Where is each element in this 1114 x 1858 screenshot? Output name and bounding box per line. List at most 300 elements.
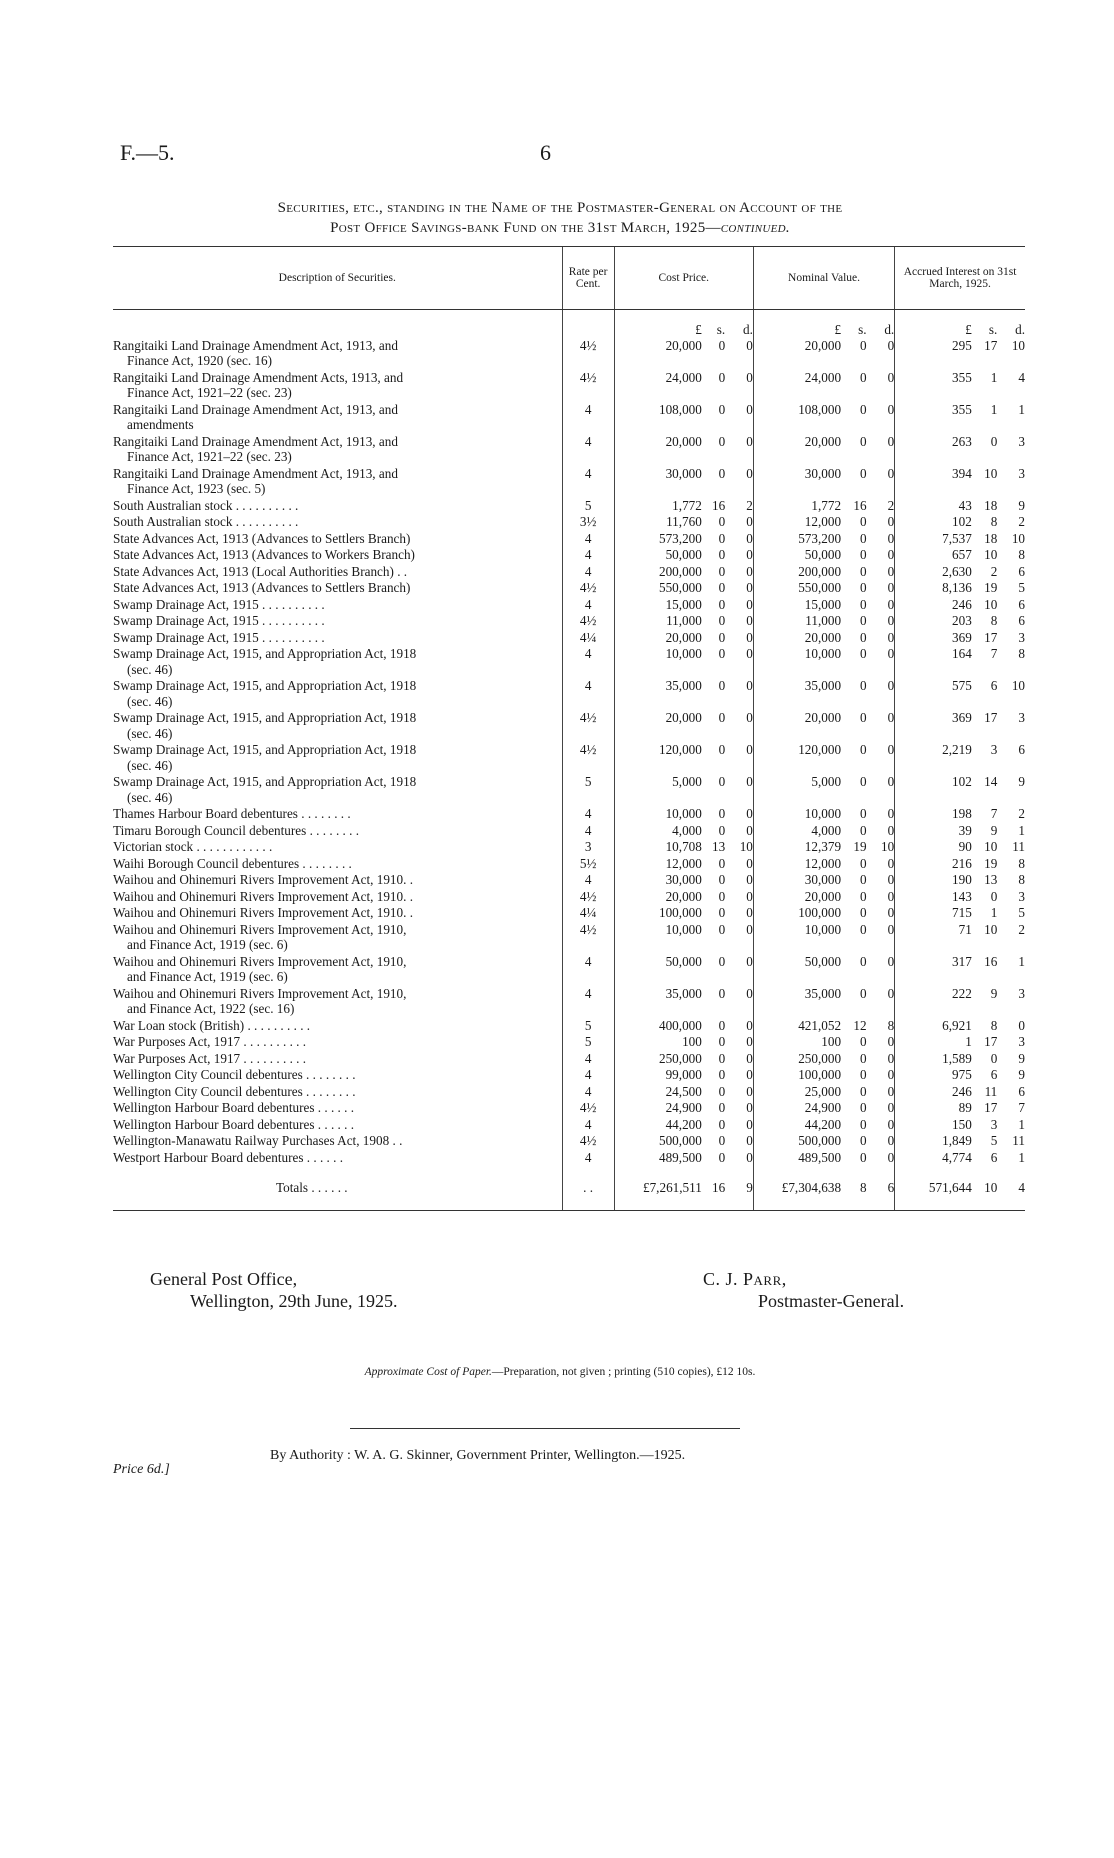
nominal-cell: 1,772 [753,498,841,515]
description-line: Westport Harbour Board debentures . . . . . . [113,1149,344,1165]
cost-cell: 0 [718,580,726,595]
table-row [113,1117,1025,1134]
cost-cell: 2 [746,497,753,513]
table-row [113,402,1025,434]
nominal-cell: 0 [859,465,867,481]
interest-cell: 355 [895,370,972,402]
nominal-cell: 0 [887,1133,895,1148]
col-rate-header: Rate per Cent. [562,247,614,310]
nominal-cell: 0 [887,985,895,1001]
security-description [113,547,562,564]
cost-cell: 1,772 [614,498,702,515]
security-description [113,839,562,856]
security-description [113,1100,562,1117]
signature-office-block [150,1268,398,1312]
cost-cell: 44,200 [614,1117,702,1134]
nominal-cell: 44,200 [753,1117,841,1134]
nominal-cell: 50,000 [753,954,841,986]
interest-cell: 19 [984,855,998,871]
nominal-cell: 0 [859,806,867,821]
cost-of-paper-text: —Preparation, not given ; printing (510 copies), £12 10s. [491,1366,756,1378]
table-row [113,678,1025,710]
interest-cell: 18 [984,497,998,513]
description-line: South Australian stock . . . . . . . . . . [113,514,299,529]
security-description [113,1067,562,1084]
nominal-cell: 0 [887,1067,895,1082]
cost-cell: 0 [746,678,753,693]
cost-cell: 550,000 [614,580,702,597]
cost-cell: 0 [718,905,726,920]
series-code: F.—5. [120,140,175,165]
nominal-cell: 0 [887,401,895,417]
interest-cell: 1 [990,905,998,920]
interest-cell: 0 [990,433,998,449]
signatory-name: C. J. Parr, [703,1269,787,1289]
rate-cell: 4 [562,954,614,986]
cost-cell: 0 [718,369,726,385]
cost-cell: 0 [746,613,753,628]
interest-cell: 2 [1018,806,1025,821]
nominal-cell: 0 [887,433,895,449]
nominal-cell: 0 [887,1116,895,1132]
security-description [113,823,562,840]
nominal-cell: 35,000 [753,986,841,1018]
table-row [113,839,1025,856]
interest-cell: 3 [1018,629,1025,645]
table-row [113,338,1025,370]
cost-cell: 10,000 [614,806,702,823]
table-row [113,514,1025,531]
nominal-cell: 35,000 [753,678,841,710]
security-description [113,806,562,823]
rate-cell: 4½ [562,613,614,630]
interest-cell: 1 [1018,1116,1025,1132]
nominal-cell: 12,000 [753,514,841,531]
cost-of-paper-note [110,1366,1010,1378]
table-row [113,872,1025,889]
interest-s-unit: s. [988,322,998,337]
interest-cell: 9 [990,985,998,1001]
description-line: Timaru Borough Council debentures . . . . . . . . [113,822,360,838]
description-line: Wellington City Council debentures . . . . . . . . [113,1083,356,1099]
cost-cell: 50,000 [614,547,702,564]
interest-cell: 2 [1018,921,1025,937]
interest-cell: 17 [984,710,998,725]
cost-cell: 0 [746,514,753,529]
table-row [113,922,1025,954]
nominal-cell: 550,000 [753,580,841,597]
totals-interest-shillings: 10 [972,1166,998,1210]
interest-cell: 7 [990,806,998,821]
page-number: 6 [540,140,551,165]
rate-cell: 4 [562,434,614,466]
nominal-cell: 0 [859,629,867,645]
description-line: Finance Act, 1921–22 (sec. 23) [127,449,292,464]
cost-cell: 11,000 [614,613,702,630]
interest-cell: 89 [895,1100,972,1117]
nominal-cell: 20,000 [753,889,841,906]
cost-cell: 0 [746,1017,753,1033]
cost-cell: 0 [746,822,753,838]
cost-cell: 0 [746,1067,753,1082]
interest-cell: 5 [1018,905,1025,920]
rate-cell: 4½ [562,742,614,774]
table-row [113,580,1025,597]
rate-cell: 5½ [562,856,614,873]
nominal-cell: 0 [859,953,867,969]
rate-cell: 4¼ [562,630,614,647]
interest-cell: 575 [895,678,972,710]
nominal-cell: 0 [887,710,895,725]
printer-authority: By Authority : W. A. G. Skinner, Government Printer, Wellington.—1925. [270,1448,686,1463]
interest-cell: 0 [990,1050,998,1066]
table-row [113,547,1025,564]
interest-cell: 11 [1012,1133,1025,1148]
nominal-cell: 0 [859,337,867,353]
interest-cell: 7,537 [895,531,972,548]
interest-cell: 6 [1018,1083,1025,1099]
nominal-cell: 50,000 [753,547,841,564]
nominal-cell: 0 [887,678,895,693]
interest-cell: 2,219 [895,742,972,774]
table-row [113,1067,1025,1084]
description-line: amendments [127,417,194,432]
nominal-cell: 0 [887,905,895,920]
table-row [113,466,1025,498]
nominal-cell: 0 [887,646,895,661]
security-description [113,986,562,1018]
interest-cell: 222 [895,986,972,1018]
security-description [113,338,562,370]
cost-cell: 20,000 [614,434,702,466]
nominal-pound-unit: £ [753,310,841,338]
nominal-cell: 0 [887,1050,895,1066]
nominal-cell: 0 [859,646,867,661]
description-line: and Finance Act, 1922 (sec. 16) [127,1001,295,1016]
interest-cell: 3 [1018,433,1025,449]
interest-cell: 6 [1018,742,1025,757]
cost-cell: 400,000 [614,1018,702,1035]
rate-cell: 4 [562,402,614,434]
nominal-cell: 100 [753,1034,841,1051]
nominal-cell: 20,000 [753,338,841,370]
rate-cell: 4 [562,466,614,498]
securities-table [113,246,1025,1211]
title-line-2 [110,218,1010,238]
nominal-cell: 0 [859,514,867,529]
interest-cell: 8 [990,514,998,529]
cost-cell: 10 [739,839,753,854]
nominal-cell: 10 [881,839,895,854]
rate-cell: 5 [562,1034,614,1051]
nominal-cell: 0 [859,1083,867,1099]
table-row [113,1018,1025,1035]
cost-cell: 0 [746,465,753,481]
table-row [113,434,1025,466]
security-description [113,498,562,515]
cost-cell: 0 [746,710,753,725]
cost-cell: 120,000 [614,742,702,774]
cost-cell: 0 [718,1067,726,1082]
security-description [113,466,562,498]
cost-cell: 0 [746,806,753,821]
security-description [113,872,562,889]
nominal-cell: 100,000 [753,1067,841,1084]
title-continued: continued. [720,220,790,236]
cost-cell: 0 [718,514,726,529]
nominal-cell: 0 [859,985,867,1001]
cost-cell: 0 [718,953,726,969]
nominal-cell: 489,500 [753,1150,841,1167]
interest-cell: 8 [990,1017,998,1033]
security-description [113,580,562,597]
totals-interest-pounds: 571,644 [895,1166,972,1210]
description-line: Swamp Drainage Act, 1915, and Appropriation Act, 1918 [113,742,417,757]
cost-cell: 0 [718,1050,726,1066]
cost-cell: 0 [746,921,753,937]
nominal-cell: 0 [859,710,867,725]
description-line: (sec. 46) [127,757,173,773]
rate-cell: 5 [562,1018,614,1035]
rate-cell: 4½ [562,580,614,597]
security-description [113,678,562,710]
interest-cell: 3 [990,742,998,757]
security-description [113,954,562,986]
totals-nominal-shillings: 8 [841,1166,867,1210]
cost-cell: 0 [746,888,753,904]
table-row [113,531,1025,548]
cost-cell: 35,000 [614,678,702,710]
interest-cell: 190 [895,872,972,889]
security-description [113,646,562,678]
interest-cell: 6 [990,1067,998,1082]
table-row [113,1034,1025,1051]
document-title [110,198,1010,238]
description-line: Waihou and Ohinemuri Rivers Improvement Act, 1910, [113,985,407,1001]
rate-cell: 4½ [562,1133,614,1150]
description-line: Swamp Drainage Act, 1915 . . . . . . . . . . [113,596,325,612]
rate-cell: 4 [562,806,614,823]
nominal-cell: 421,052 [753,1018,841,1035]
interest-cell: 355 [895,402,972,434]
nominal-cell: 0 [859,905,867,920]
description-line: Swamp Drainage Act, 1915, and Appropriation Act, 1918 [113,646,417,661]
description-line: Swamp Drainage Act, 1915, and Appropriation Act, 1918 [113,774,417,789]
description-line: (sec. 46) [127,725,173,741]
rate-cell: 4 [562,547,614,564]
nominal-cell: 0 [859,613,867,628]
interest-cell: 5 [990,1133,998,1148]
nominal-cell: 0 [887,530,895,546]
cost-cell: 20,000 [614,889,702,906]
table-row [113,856,1025,873]
description-line: Waihou and Ohinemuri Rivers Improvement Act, 1910. . [113,872,413,887]
table-row [113,742,1025,774]
price-note: Price 6d.] [113,1462,170,1477]
nominal-cell: 0 [859,1067,867,1082]
rate-cell: 4 [562,564,614,581]
nominal-cell: 0 [859,596,867,612]
description-line: Rangitaiki Land Drainage Amendment Acts, 1913, and [113,369,404,385]
interest-cell: 10 [984,921,998,937]
cost-cell: 0 [718,855,726,871]
nominal-cell: 0 [859,547,867,562]
security-description [113,1133,562,1150]
nominal-cell: 500,000 [753,1133,841,1150]
nominal-cell: 0 [859,774,867,789]
nominal-cell: 4,000 [753,823,841,840]
office-place-date: Wellington, 29th June, 1925. [190,1291,398,1311]
nominal-cell: 0 [887,872,895,887]
rate-cell: 4 [562,646,614,678]
interest-cell: 5 [1018,580,1025,595]
nominal-cell: 0 [859,1116,867,1132]
interest-cell: 1,849 [895,1133,972,1150]
interest-cell: 17 [984,337,998,353]
interest-cell: 8 [990,613,998,628]
cost-cell: 0 [718,888,726,904]
cost-cell: 0 [718,822,726,838]
cost-cell: 0 [718,596,726,612]
title-line-2-text: Post Office Savings-bank Fund on the 31st March, 1925— [330,220,721,236]
signature-block [700,1268,904,1312]
cost-s-unit: s. [716,322,726,337]
description-line: Swamp Drainage Act, 1915 . . . . . . . . . . [113,613,325,628]
table-row [113,564,1025,581]
interest-cell: 150 [895,1117,972,1134]
totals-nominal-pence: 6 [867,1166,895,1210]
nominal-cell: 19 [853,839,867,854]
security-description [113,630,562,647]
nominal-cell: 0 [887,563,895,579]
rate-cell: 4½ [562,370,614,402]
nominal-cell: 0 [887,613,895,628]
cost-cell: 24,000 [614,370,702,402]
interest-cell: 10 [1011,530,1025,546]
nominal-d-unit: d. [884,322,895,337]
interest-cell: 657 [895,547,972,564]
interest-cell: 8 [1018,855,1025,871]
description-line: and Finance Act, 1919 (sec. 6) [127,937,288,952]
interest-cell: 6 [990,1149,998,1165]
table-row [113,370,1025,402]
cost-cell: 0 [718,985,726,1001]
security-description [113,402,562,434]
nominal-cell: 0 [887,514,895,529]
cost-cell: 0 [746,1034,753,1049]
cost-cell: 0 [718,465,726,481]
description-line: and Finance Act, 1919 (sec. 6) [127,969,288,984]
nominal-cell: 200,000 [753,564,841,581]
table-row [113,774,1025,806]
cost-cell: 99,000 [614,1067,702,1084]
nominal-cell: 0 [859,1149,867,1165]
nominal-cell: 0 [859,1034,867,1049]
security-description [113,514,562,531]
cost-cell: 11,760 [614,514,702,531]
totals-row [113,1166,1025,1210]
interest-cell: 715 [895,905,972,922]
rate-cell: 4½ [562,889,614,906]
security-description [113,1034,562,1051]
rate-cell: 4 [562,1117,614,1134]
security-description [113,710,562,742]
interest-cell: 3 [1018,985,1025,1001]
cost-cell: 0 [718,433,726,449]
rate-cell: 4½ [562,338,614,370]
table-row [113,1150,1025,1167]
cost-cell: 24,900 [614,1100,702,1117]
cost-cell: 0 [746,401,753,417]
security-description [113,597,562,614]
security-description [113,370,562,402]
nominal-cell: 0 [887,465,895,481]
cost-cell: 0 [746,337,753,353]
nominal-cell: 0 [887,1034,895,1049]
description-line: War Loan stock (British) . . . . . . . . . . [113,1017,311,1033]
cost-cell: 4,000 [614,823,702,840]
table-row [113,1051,1025,1068]
interest-cell: 1 [990,401,998,417]
interest-cell: 0 [1018,1017,1025,1033]
description-line: Swamp Drainage Act, 1915, and Appropriation Act, 1918 [113,710,417,725]
interest-cell: 8 [1018,547,1025,562]
interest-cell: 4 [1018,369,1025,385]
nominal-cell: 0 [859,401,867,417]
interest-cell: 8,136 [895,580,972,597]
office-name: General Post Office, [150,1269,298,1289]
cost-cell: 0 [746,1133,753,1148]
cost-cell: 20,000 [614,710,702,742]
cost-cell: 0 [718,1116,726,1132]
security-description [113,922,562,954]
nominal-cell: 20,000 [753,630,841,647]
cost-cell: 100,000 [614,905,702,922]
table-row [113,646,1025,678]
interest-cell: 3 [1018,1034,1025,1049]
rate-cell: 4 [562,872,614,889]
nominal-cell: 12,000 [753,856,841,873]
nominal-cell: 0 [887,742,895,757]
interest-cell: 7 [1018,1100,1025,1115]
interest-cell: 369 [895,630,972,647]
totals-interest-pence: 4 [997,1166,1025,1210]
interest-cell: 9 [1018,1067,1025,1082]
nominal-cell: 0 [859,563,867,579]
interest-cell: 4,774 [895,1150,972,1167]
interest-cell: 6 [990,678,998,693]
nominal-cell: 11,000 [753,613,841,630]
rate-cell: 4½ [562,710,614,742]
nominal-cell: 108,000 [753,402,841,434]
nominal-cell: 120,000 [753,742,841,774]
interest-cell: 263 [895,434,972,466]
security-description [113,905,562,922]
description-line: War Purposes Act, 1917 . . . . . . . . . . [113,1034,307,1049]
cost-cell: 0 [718,629,726,645]
interest-cell: 6 [1018,613,1025,628]
totals-rate: . . [562,1166,614,1210]
nominal-cell: 0 [859,678,867,693]
interest-cell: 8 [1018,872,1025,887]
cost-cell: 24,500 [614,1084,702,1101]
cost-cell: 0 [746,629,753,645]
interest-d-unit: d. [1015,322,1025,337]
interest-cell: 246 [895,597,972,614]
cost-cell: 0 [718,872,726,887]
cost-d-unit: d. [742,322,753,337]
cost-cell: 50,000 [614,954,702,986]
